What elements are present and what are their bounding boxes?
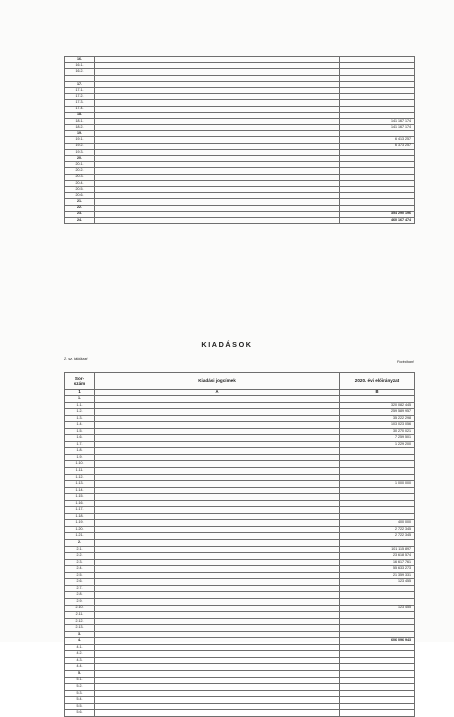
- row-number: 2.11.: [65, 612, 95, 619]
- row-number: 1.6.: [65, 435, 95, 442]
- table-row: [65, 710, 415, 717]
- row-number: 1.13.: [65, 481, 95, 488]
- row-amount: 320 082 445: [340, 402, 415, 409]
- row-number: 2.12.: [65, 618, 95, 625]
- expenses-header-row: [65, 373, 415, 390]
- row-number: 20.6.: [65, 193, 95, 199]
- row-number: 1.17.: [65, 507, 95, 514]
- row-number: 4.: [65, 638, 95, 645]
- row-number: 19.: [65, 131, 95, 137]
- row-number: 20.4.: [65, 180, 95, 186]
- col-letter-b: B: [340, 390, 415, 396]
- row-number: 3.: [65, 631, 95, 638]
- row-number: 1.3.: [65, 415, 95, 422]
- row-number: 5.: [65, 670, 95, 677]
- row-number: 5.3.: [65, 690, 95, 697]
- row-amount: 606 096 943: [340, 638, 415, 645]
- row-number: 4.1.: [65, 644, 95, 651]
- row-amount: 1 000 000: [340, 481, 415, 488]
- row-number: 17.1.: [65, 87, 95, 93]
- revenue-continuation-body: [65, 57, 415, 224]
- row-number: 4.4.: [65, 664, 95, 671]
- expenses-table: [64, 372, 415, 717]
- row-number: 1.16.: [65, 500, 95, 507]
- row-amount: 354 290 196: [340, 211, 415, 217]
- row-number: 5.2.: [65, 684, 95, 691]
- row-number: 5.1.: [65, 677, 95, 684]
- currency-unit-note: Forintban!: [396, 360, 414, 364]
- row-number: 16.1.: [65, 63, 95, 69]
- row-number: 21.: [65, 199, 95, 205]
- revenue-continuation-table: [64, 56, 415, 224]
- row-number: 2.7.: [65, 585, 95, 592]
- row-amount: 123 455: [340, 579, 415, 586]
- row-number: 1.21.: [65, 533, 95, 540]
- row-amount: 23 618 574: [340, 553, 415, 560]
- row-number: 2.1.: [65, 546, 95, 553]
- row-number: 23.: [65, 211, 95, 217]
- row-number: 17.2.: [65, 94, 95, 100]
- row-amount: 1 229 200: [340, 441, 415, 448]
- row-number: 17.: [65, 81, 95, 87]
- row-number: 1.18.: [65, 513, 95, 520]
- row-number: 20.5.: [65, 186, 95, 192]
- row-number: 2.4.: [65, 566, 95, 573]
- row-number: 2.5.: [65, 572, 95, 579]
- col-header-row-number: Sor- szám: [65, 373, 95, 390]
- row-number: 24.: [65, 217, 95, 223]
- row-number: 1.1.: [65, 402, 95, 409]
- row-amount: 6 373 257: [340, 143, 415, 149]
- row-number: 22.: [65, 205, 95, 211]
- row-number: 1.5.: [65, 428, 95, 435]
- row-number: 5.5.: [65, 703, 95, 710]
- row-number: 1.: [65, 396, 95, 403]
- row-number: 2.8.: [65, 592, 95, 599]
- row-number: 2.6.: [65, 579, 95, 586]
- row-number: 1.10.: [65, 461, 95, 468]
- row-number: 1.4.: [65, 422, 95, 429]
- row-amount: 400 000: [340, 520, 415, 527]
- row-number: 19.2.: [65, 143, 95, 149]
- row-amount: 103 023 056: [340, 422, 415, 429]
- row-amount: 101 115 897: [340, 546, 415, 553]
- row-number: 20.: [65, 156, 95, 162]
- row-number: 2.: [65, 540, 95, 547]
- row-amount: 141 167 174: [340, 118, 415, 124]
- row-number: 19.3.: [65, 149, 95, 155]
- row-number: 5.4.: [65, 697, 95, 704]
- row-description: [95, 217, 340, 223]
- table-row: [65, 217, 415, 223]
- row-number: 20.3.: [65, 174, 95, 180]
- row-amount: 460 167 474: [340, 217, 415, 223]
- row-number: 1.9.: [65, 454, 95, 461]
- row-number: 20.1.: [65, 162, 95, 168]
- row-description: [95, 710, 340, 717]
- row-number: 2.13.: [65, 625, 95, 632]
- row-amount: 123 455: [340, 605, 415, 612]
- row-amount: 21 359 331: [340, 572, 415, 579]
- row-amount: 141 167 174: [340, 125, 415, 131]
- row-number: 1.2.: [65, 409, 95, 416]
- row-number: 2.3.: [65, 559, 95, 566]
- row-number: 1.15.: [65, 494, 95, 501]
- row-amount: 55 633 273: [340, 566, 415, 573]
- row-amount: [340, 710, 415, 717]
- row-number: 18.1.: [65, 118, 95, 124]
- row-number: 5.6.: [65, 710, 95, 717]
- row-amount: 259 589 957: [340, 409, 415, 416]
- row-number: 17.4.: [65, 106, 95, 112]
- row-number: 1.20.: [65, 526, 95, 533]
- row-amount: 35 222 298: [340, 415, 415, 422]
- row-number: 1.8.: [65, 448, 95, 455]
- row-number: 2.10.: [65, 605, 95, 612]
- expenses-title: KIADÁSOK: [201, 340, 253, 349]
- row-number: 16.: [65, 57, 95, 63]
- row-number: 1.14.: [65, 487, 95, 494]
- row-amount: 6 413 257: [340, 137, 415, 143]
- col-letter-a: A: [95, 390, 340, 396]
- row-number: 20.2.: [65, 168, 95, 174]
- row-number: 19.1.: [65, 137, 95, 143]
- row-amount: 30 270 021: [340, 428, 415, 435]
- table-number-note: 2. sz. táblázat: [64, 357, 88, 361]
- row-number: 18.: [65, 112, 95, 118]
- col-letter-1: 1: [65, 390, 95, 396]
- row-number: 1.11.: [65, 468, 95, 475]
- row-amount: 7 259 501: [340, 435, 415, 442]
- row-number: 2.2.: [65, 553, 95, 560]
- row-number: 18.2.: [65, 125, 95, 131]
- row-number: 2.9.: [65, 598, 95, 605]
- col-header-category: Kiadási jogcímek: [95, 373, 340, 390]
- row-number: 1.12.: [65, 474, 95, 481]
- row-number: 17.3.: [65, 100, 95, 106]
- col-header-appropriation: 2020. évi előirányzat: [340, 373, 415, 390]
- expenses-table-body: [65, 396, 415, 717]
- row-amount: 2 722 345: [340, 533, 415, 540]
- row-amount: 2 722 345: [340, 526, 415, 533]
- row-number: 4.2.: [65, 651, 95, 658]
- row-amount: 16 617 761: [340, 559, 415, 566]
- row-number: 16.2.: [65, 69, 95, 75]
- row-number: 4.3.: [65, 657, 95, 664]
- row-number: 1.7.: [65, 441, 95, 448]
- row-number: 1.19.: [65, 520, 95, 527]
